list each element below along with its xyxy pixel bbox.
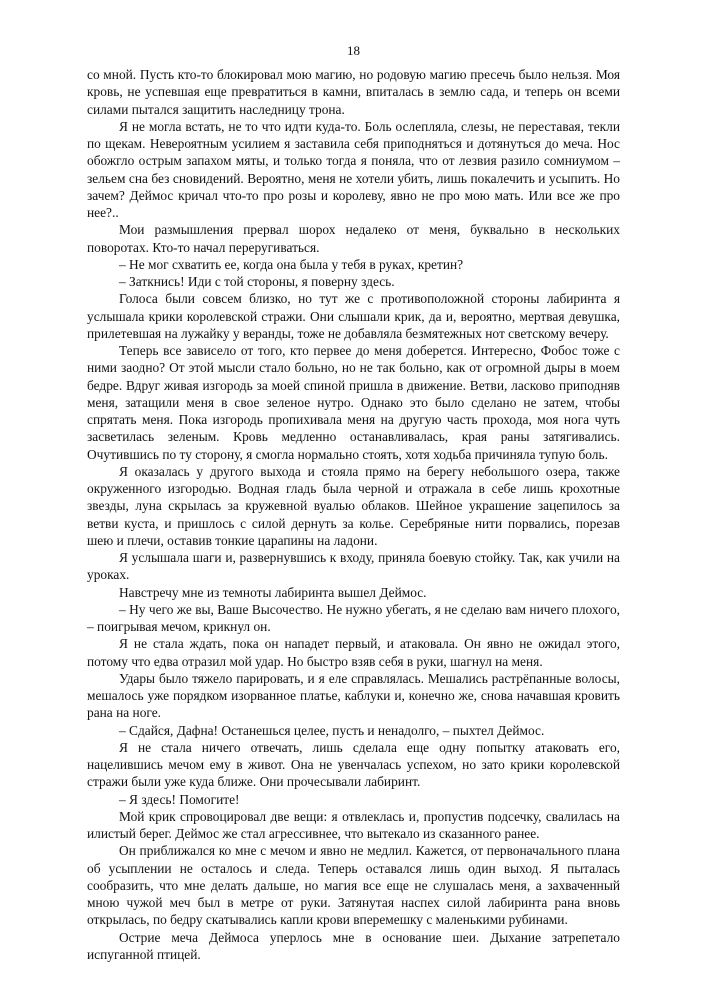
paragraph-14: – Сдайся, Дафна! Останешься целее, пусть и ненадолго, – пыхтел Деймос. (119, 722, 545, 738)
body-text (87, 66, 620, 963)
paragraph-13: Удары было тяжело парировать, и я еле справлялась. Мешались растрёпанные волосы, мешалось уже порядком изорванное платье, каблуки и, конечно же, снова начавшая кровить рана на ноге. (87, 670, 620, 721)
paragraph-17: Мой крик спровоцировал две вещи: я отвлеклась и, пропустив подсечку, свалилась на илистый берег. Деймос же стал агрессивнее, что вытекало из сказанного ранее. (87, 808, 620, 841)
page-number: 18 (347, 43, 360, 58)
paragraph-11: – Ну чего же вы, Ваше Высочество. Не нужно убегать, я не сделаю вам ничего плохого, – поигрывая мечом, крикнул он. (87, 601, 620, 634)
paragraph-4: – Не мог схватить ее, когда она была у тебя в руках, кретин? (119, 256, 464, 272)
paragraph-1: со мной. Пусть кто-то блокировал мою магию, но родовую магию пресечь было нельзя. Моя кровь, не успевшая еще превратиться в камни, впиталась в землю сада, и теперь он всеми силами пытался защитить наследницу трона. (87, 67, 620, 117)
paragraph-16: – Я здесь! Помогите! (119, 791, 240, 807)
paragraph-12: Я не стала ждать, пока он нападет первый, и атаковала. Он явно не ожидал этого, потому что едва отразил мой удар. Но быстро взяв себя в руки, шагнул на меня. (87, 636, 620, 669)
paragraph-18: Он приближался ко мне с мечом и явно не медлил. Кажется, от первоначального плана об усыплении не осталось и следа. Теперь оставался лишь один выход. Я пыталась сообразить, что мне делать дальше, но магия все еще не слушалась меня, а захваченный мною чужой меч был в метре от руки. Затянутая наспех силой лабиринта рана вновь открылась, по бедру скатывались капли крови вперемешку с маленькими рубинами. (87, 843, 620, 928)
paragraph-7: Теперь все зависело от того, кто первее до меня доберется. Интересно, Фобос тоже с ними заодно? От этой мысли стало больно, но не так больно, как от огромной дыры в моем бедре. Вдруг живая изгородь за моей спиной пришла в движение. Ветви, ласково приподняв меня, затащили меня в свое зеленое нутро. Однако это было сделано не затем, чтобы спрятать меня. Пока изгородь пропихивала меня на другую часть прохода, моя нога чуть засветилась зеленым. Кровь медленно останавливалась, края раны затягивались. Очутившись по ту сторону, я смогла нормально стоять, хотя ходьба причиняла тупую боль. (87, 343, 620, 462)
paragraph-10: Навстречу мне из темноты лабиринта вышел Деймос. (119, 584, 427, 600)
paragraph-8: Я оказалась у другого выхода и стояла прямо на берегу небольшого озера, также окруженного изгородью. Водная гладь была черной и отражала в себе лишь крохотные звезды, луна скрылась за кружевной вуалью облаков. Шейное украшение зацепилось за ветви куста, и пришлось с силой дернуть за колье. Серебряные нити порвались, порезав шею и плечи, оставив тонкие царапины на ладони. (87, 463, 620, 548)
paragraph-2: Я не могла встать, не то что идти куда-то. Боль ослепляла, слезы, не переставая, текли по щекам. Невероятным усилием я заставила себя приподняться и дотянуться до меча. Нос обожгло острым запахом мяты, и только тогда я поняла, что от лезвия разило сомниумом – зельем сна без сновидений. Вероятно, меня не хотели убить, лишь покалечить и усыпить. Но зачем? Деймос кричал что-то про розы и королеву, явно не про мою мать. Или все же про нее?.. (87, 118, 620, 220)
paragraph-19: Острие меча Деймоса уперлось мне в основание шеи. Дыхание затрепетало испуганной птицей. (87, 929, 620, 962)
paragraph-3: Мои размышления прервал шорох недалеко от меня, буквально в нескольких поворотах. Кто-то начал переругиваться. (87, 222, 620, 255)
paragraph-6: Голоса были совсем близко, но тут же с противоположной стороны лабиринта я услышала крики королевской стражи. Они слышали крик, да и, вероятно, мертвая девушка, прилетевшая на лужайку у веранды, тоже не добавляла безмятежных нот светскому вечеру. (87, 291, 620, 341)
paragraph-5: – Заткнись! Иди с той стороны, я поверну здесь. (119, 274, 395, 289)
paragraph-15: Я не стала ничего отвечать, лишь сделала еще одну попытку атаковать его, нацелившись мечом ему в живот. Она не увенчалась успехом, но зато крики королевской стражи были уже куда ближе. Они прочесывали лабиринт. (87, 739, 620, 790)
paragraph-9: Я услышала шаги и, развернувшись к входу, приняла боевую стойку. Так, как учили на уроках. (87, 550, 620, 583)
